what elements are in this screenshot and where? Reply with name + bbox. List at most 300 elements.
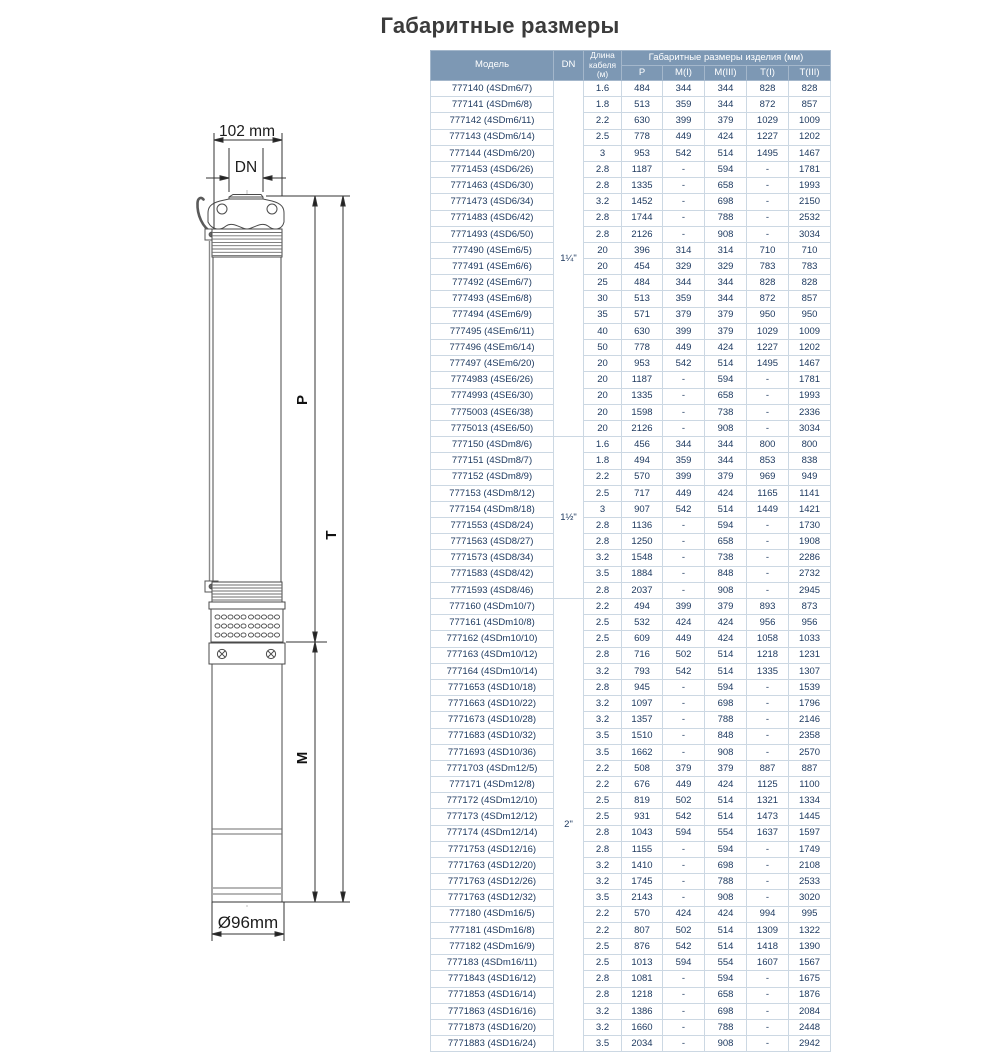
dim-96mm-label: Ø96mm: [217, 913, 279, 932]
value-cell: 1.8: [584, 453, 622, 469]
value-cell: 853: [747, 453, 789, 469]
value-cell: 2.5: [584, 615, 622, 631]
value-cell: 2358: [789, 728, 831, 744]
value-cell: 424: [705, 129, 747, 145]
model-cell: 777181 (4SDm16/8): [431, 922, 554, 938]
value-cell: 2336: [789, 404, 831, 420]
value-cell: -: [663, 744, 705, 760]
value-cell: 783: [747, 259, 789, 275]
value-cell: 1321: [747, 793, 789, 809]
value-cell: 329: [663, 259, 705, 275]
model-cell: 7771453 (4SD6/26): [431, 161, 554, 177]
value-cell: 953: [622, 356, 663, 372]
model-cell: 777141 (4SDm6/8): [431, 97, 554, 113]
value-cell: 1009: [789, 113, 831, 129]
value-cell: 2286: [789, 550, 831, 566]
table-row: [431, 679, 831, 695]
model-cell: 777161 (4SDm10/8): [431, 615, 554, 631]
value-cell: 2.5: [584, 631, 622, 647]
value-cell: 3.5: [584, 566, 622, 582]
table-row: [431, 97, 831, 113]
table-row: [431, 728, 831, 744]
value-cell: 1250: [622, 534, 663, 550]
value-cell: 1227: [747, 129, 789, 145]
value-cell: -: [663, 161, 705, 177]
table-row: [431, 809, 831, 825]
value-cell: 3034: [789, 420, 831, 436]
value-cell: 3.2: [584, 194, 622, 210]
value-cell: 2.8: [584, 841, 622, 857]
value-cell: 698: [705, 194, 747, 210]
value-cell: 3.5: [584, 1036, 622, 1052]
value-cell: 35: [584, 307, 622, 323]
model-cell: 7771753 (4SD12/16): [431, 841, 554, 857]
value-cell: 1029: [747, 113, 789, 129]
table-row: [431, 922, 831, 938]
value-cell: 788: [705, 712, 747, 728]
value-cell: 25: [584, 275, 622, 291]
value-cell: 1452: [622, 194, 663, 210]
value-cell: 344: [705, 453, 747, 469]
value-cell: -: [663, 1019, 705, 1035]
model-cell: 777173 (4SDm12/12): [431, 809, 554, 825]
value-cell: -: [663, 518, 705, 534]
dim-t-label: T: [323, 530, 340, 540]
model-cell: 777172 (4SDm12/10): [431, 793, 554, 809]
value-cell: 542: [663, 501, 705, 517]
value-cell: 514: [705, 145, 747, 161]
value-cell: 658: [705, 388, 747, 404]
value-cell: 908: [705, 890, 747, 906]
value-cell: 344: [705, 97, 747, 113]
value-cell: 1495: [747, 356, 789, 372]
value-cell: 945: [622, 679, 663, 695]
value-cell: 1660: [622, 1019, 663, 1035]
value-cell: 908: [705, 420, 747, 436]
value-cell: 698: [705, 1003, 747, 1019]
value-cell: 502: [663, 922, 705, 938]
value-cell: 484: [622, 275, 663, 291]
value-cell: 1598: [622, 404, 663, 420]
table-row: [431, 210, 831, 226]
value-cell: 449: [663, 485, 705, 501]
value-cell: 778: [622, 340, 663, 356]
model-cell: 777142 (4SDm6/11): [431, 113, 554, 129]
model-cell: 7771553 (4SD8/24): [431, 518, 554, 534]
value-cell: 1309: [747, 922, 789, 938]
value-cell: -: [663, 1003, 705, 1019]
value-cell: 514: [705, 356, 747, 372]
value-cell: 379: [663, 307, 705, 323]
dimensions-table: [430, 50, 831, 1052]
value-cell: 20: [584, 388, 622, 404]
value-cell: 2532: [789, 210, 831, 226]
value-cell: 658: [705, 178, 747, 194]
coupling: [209, 602, 285, 609]
value-cell: 2108: [789, 858, 831, 874]
model-cell: 7771763 (4SD12/26): [431, 874, 554, 890]
value-cell: 793: [622, 663, 663, 679]
value-cell: 2732: [789, 566, 831, 582]
model-cell: 7771593 (4SD8/46): [431, 582, 554, 598]
value-cell: -: [747, 582, 789, 598]
value-cell: 2.8: [584, 582, 622, 598]
value-cell: 379: [705, 760, 747, 776]
value-cell: 424: [705, 340, 747, 356]
cable-guard-top: [212, 229, 282, 257]
value-cell: 950: [747, 307, 789, 323]
value-cell: 3.2: [584, 874, 622, 890]
value-cell: -: [663, 858, 705, 874]
value-cell: -: [663, 874, 705, 890]
table-row: [431, 566, 831, 582]
value-cell: 1058: [747, 631, 789, 647]
model-cell: 777497 (4SEm6/20): [431, 356, 554, 372]
value-cell: -: [747, 1036, 789, 1052]
value-cell: 344: [663, 275, 705, 291]
value-cell: 828: [789, 275, 831, 291]
dim-dn-label: DN: [234, 159, 258, 176]
value-cell: 594: [663, 955, 705, 971]
value-cell: 1597: [789, 825, 831, 841]
header-m1: M(I): [663, 66, 705, 81]
value-cell: 502: [663, 647, 705, 663]
value-cell: -: [747, 890, 789, 906]
value-cell: 876: [622, 938, 663, 954]
value-cell: -: [747, 971, 789, 987]
value-cell: 1218: [747, 647, 789, 663]
header-cable-length: [584, 51, 622, 81]
value-cell: 710: [789, 242, 831, 258]
page-title: Габаритные размеры: [380, 13, 620, 38]
value-cell: 3034: [789, 226, 831, 242]
model-cell: 7771763 (4SD12/20): [431, 858, 554, 874]
model-cell: 777493 (4SEm6/8): [431, 291, 554, 307]
header-m3: M(III): [705, 66, 747, 81]
value-cell: -: [663, 420, 705, 436]
value-cell: 1539: [789, 679, 831, 695]
value-cell: 396: [622, 242, 663, 258]
value-cell: -: [663, 534, 705, 550]
table-row: [431, 550, 831, 566]
value-cell: 1390: [789, 938, 831, 954]
value-cell: 344: [705, 275, 747, 291]
value-cell: 1307: [789, 663, 831, 679]
value-cell: -: [747, 858, 789, 874]
value-cell: -: [663, 178, 705, 194]
table-row: [431, 242, 831, 258]
value-cell: 1467: [789, 145, 831, 161]
value-cell: 502: [663, 793, 705, 809]
model-cell: 777490 (4SEm6/5): [431, 242, 554, 258]
value-cell: 1495: [747, 145, 789, 161]
value-cell: -: [663, 1036, 705, 1052]
value-cell: 658: [705, 987, 747, 1003]
value-cell: 379: [705, 469, 747, 485]
model-cell: 7771493 (4SD6/50): [431, 226, 554, 242]
value-cell: 907: [622, 501, 663, 517]
value-cell: 1227: [747, 340, 789, 356]
pump-drawing: [185, 115, 360, 950]
value-cell: -: [663, 841, 705, 857]
value-cell: 314: [663, 242, 705, 258]
value-cell: 1410: [622, 858, 663, 874]
value-cell: 2.8: [584, 210, 622, 226]
value-cell: 514: [705, 663, 747, 679]
value-cell: 424: [705, 485, 747, 501]
value-cell: 1567: [789, 955, 831, 971]
header-dn: DN: [554, 51, 584, 81]
value-cell: 570: [622, 469, 663, 485]
model-cell: 7771563 (4SD8/27): [431, 534, 554, 550]
value-cell: 908: [705, 1036, 747, 1052]
value-cell: 2533: [789, 874, 831, 890]
value-cell: 1.8: [584, 97, 622, 113]
value-cell: 1202: [789, 340, 831, 356]
value-cell: 1.6: [584, 437, 622, 453]
value-cell: -: [747, 388, 789, 404]
value-cell: 554: [705, 955, 747, 971]
value-cell: 1510: [622, 728, 663, 744]
value-cell: 857: [789, 97, 831, 113]
dimension-p: [294, 196, 317, 642]
value-cell: 1009: [789, 323, 831, 339]
value-cell: 3.2: [584, 712, 622, 728]
value-cell: 800: [789, 437, 831, 453]
model-cell: 777164 (4SDm10/14): [431, 663, 554, 679]
value-cell: -: [663, 210, 705, 226]
value-cell: 2.5: [584, 129, 622, 145]
value-cell: 2.8: [584, 161, 622, 177]
value-cell: -: [747, 841, 789, 857]
value-cell: 379: [705, 323, 747, 339]
table-row: [431, 518, 831, 534]
value-cell: 717: [622, 485, 663, 501]
model-cell: 7771863 (4SD16/16): [431, 1003, 554, 1019]
value-cell: 1730: [789, 518, 831, 534]
value-cell: 514: [705, 922, 747, 938]
table-row: [431, 259, 831, 275]
value-cell: 449: [663, 129, 705, 145]
table-row: [431, 145, 831, 161]
table-row: [431, 453, 831, 469]
value-cell: 514: [705, 793, 747, 809]
model-cell: 7771573 (4SD8/34): [431, 550, 554, 566]
value-cell: 788: [705, 1019, 747, 1035]
value-cell: -: [747, 194, 789, 210]
value-cell: 424: [705, 777, 747, 793]
value-cell: -: [663, 388, 705, 404]
model-cell: 7771673 (4SD10/28): [431, 712, 554, 728]
value-cell: 658: [705, 534, 747, 550]
model-cell: 777495 (4SEm6/11): [431, 323, 554, 339]
value-cell: 3.2: [584, 550, 622, 566]
value-cell: -: [747, 696, 789, 712]
value-cell: -: [663, 226, 705, 242]
model-cell: 777151 (4SDm8/7): [431, 453, 554, 469]
value-cell: 594: [705, 679, 747, 695]
dimension-dn: [206, 148, 286, 192]
dim-m-label: M: [294, 751, 311, 765]
value-cell: 2.8: [584, 987, 622, 1003]
clamp-band: [209, 643, 285, 664]
value-cell: 344: [663, 81, 705, 97]
value-cell: 1548: [622, 550, 663, 566]
header-t3: T(III): [789, 66, 831, 81]
table-row: [431, 161, 831, 177]
table-row: [431, 906, 831, 922]
value-cell: 508: [622, 760, 663, 776]
table-row: [431, 582, 831, 598]
value-cell: 1335: [622, 388, 663, 404]
value-cell: 819: [622, 793, 663, 809]
value-cell: 570: [622, 906, 663, 922]
value-cell: 2.2: [584, 922, 622, 938]
value-cell: 1386: [622, 1003, 663, 1019]
value-cell: 676: [622, 777, 663, 793]
value-cell: 778: [622, 129, 663, 145]
value-cell: 2945: [789, 582, 831, 598]
value-cell: 1781: [789, 161, 831, 177]
value-cell: 3.2: [584, 663, 622, 679]
value-cell: 1876: [789, 987, 831, 1003]
value-cell: -: [663, 971, 705, 987]
value-cell: 449: [663, 631, 705, 647]
value-cell: -: [663, 696, 705, 712]
value-cell: 1675: [789, 971, 831, 987]
value-cell: 449: [663, 777, 705, 793]
value-cell: -: [747, 987, 789, 1003]
model-cell: 7775003 (4SE6/38): [431, 404, 554, 420]
value-cell: 20: [584, 356, 622, 372]
value-cell: 514: [705, 501, 747, 517]
value-cell: 1418: [747, 938, 789, 954]
model-cell: 7771843 (4SD16/12): [431, 971, 554, 987]
table-row: [431, 615, 831, 631]
value-cell: 2.5: [584, 955, 622, 971]
value-cell: 3020: [789, 890, 831, 906]
value-cell: -: [747, 210, 789, 226]
value-cell: 828: [747, 275, 789, 291]
value-cell: 2.5: [584, 938, 622, 954]
value-cell: 542: [663, 356, 705, 372]
value-cell: 2.8: [584, 534, 622, 550]
value-cell: 1165: [747, 485, 789, 501]
value-cell: 783: [789, 259, 831, 275]
value-cell: 571: [622, 307, 663, 323]
value-cell: -: [663, 404, 705, 420]
value-cell: 1334: [789, 793, 831, 809]
value-cell: 949: [789, 469, 831, 485]
value-cell: 594: [705, 518, 747, 534]
value-cell: 1187: [622, 161, 663, 177]
value-cell: 848: [705, 728, 747, 744]
value-cell: -: [747, 420, 789, 436]
value-cell: 893: [747, 599, 789, 615]
value-cell: -: [747, 550, 789, 566]
model-cell: 777174 (4SDm12/14): [431, 825, 554, 841]
value-cell: 908: [705, 582, 747, 598]
value-cell: 1187: [622, 372, 663, 388]
value-cell: 2.8: [584, 518, 622, 534]
value-cell: 2.8: [584, 647, 622, 663]
value-cell: -: [747, 728, 789, 744]
value-cell: -: [663, 712, 705, 728]
value-cell: 554: [705, 825, 747, 841]
model-cell: 777182 (4SDm16/9): [431, 938, 554, 954]
value-cell: -: [747, 372, 789, 388]
value-cell: 908: [705, 226, 747, 242]
suction-screen: [211, 609, 283, 642]
table-row: [431, 777, 831, 793]
value-cell: 872: [747, 97, 789, 113]
value-cell: 2.2: [584, 599, 622, 615]
value-cell: 1993: [789, 388, 831, 404]
value-cell: 1335: [747, 663, 789, 679]
value-cell: 424: [705, 615, 747, 631]
table-row: [431, 81, 831, 97]
value-cell: 738: [705, 550, 747, 566]
value-cell: 738: [705, 404, 747, 420]
value-cell: 399: [663, 599, 705, 615]
model-cell: 777150 (4SDm8/6): [431, 437, 554, 453]
model-cell: 7771483 (4SD6/42): [431, 210, 554, 226]
model-cell: 7771463 (4SD6/30): [431, 178, 554, 194]
model-cell: 777143 (4SDm6/14): [431, 129, 554, 145]
value-cell: 20: [584, 372, 622, 388]
value-cell: 424: [705, 906, 747, 922]
value-cell: -: [747, 1019, 789, 1035]
table-row: [431, 404, 831, 420]
dn-cell: 2": [554, 599, 584, 1052]
table-row: [431, 388, 831, 404]
value-cell: 594: [705, 161, 747, 177]
value-cell: 1357: [622, 712, 663, 728]
value-cell: 630: [622, 113, 663, 129]
value-cell: 1043: [622, 825, 663, 841]
value-cell: 2942: [789, 1036, 831, 1052]
table-row: [431, 340, 831, 356]
value-cell: 379: [705, 599, 747, 615]
value-cell: 2.2: [584, 469, 622, 485]
value-cell: -: [747, 744, 789, 760]
value-cell: 2.2: [584, 760, 622, 776]
value-cell: 848: [705, 566, 747, 582]
value-cell: 2146: [789, 712, 831, 728]
value-cell: 1141: [789, 485, 831, 501]
value-cell: 716: [622, 647, 663, 663]
value-cell: 449: [663, 340, 705, 356]
value-cell: 344: [705, 291, 747, 307]
model-cell: 777171 (4SDm12/8): [431, 777, 554, 793]
value-cell: 399: [663, 469, 705, 485]
value-cell: -: [663, 550, 705, 566]
value-cell: 20: [584, 242, 622, 258]
value-cell: 3.5: [584, 744, 622, 760]
value-cell: 344: [705, 437, 747, 453]
table-row: [431, 307, 831, 323]
value-cell: 1231: [789, 647, 831, 663]
model-cell: 7771693 (4SD10/36): [431, 744, 554, 760]
model-cell: 7771663 (4SD10/22): [431, 696, 554, 712]
model-cell: 7775013 (4SE6/50): [431, 420, 554, 436]
model-cell: 777160 (4SDm10/7): [431, 599, 554, 615]
value-cell: 542: [663, 663, 705, 679]
value-cell: 359: [663, 291, 705, 307]
value-cell: 379: [663, 760, 705, 776]
value-cell: 2.5: [584, 793, 622, 809]
value-cell: -: [747, 178, 789, 194]
